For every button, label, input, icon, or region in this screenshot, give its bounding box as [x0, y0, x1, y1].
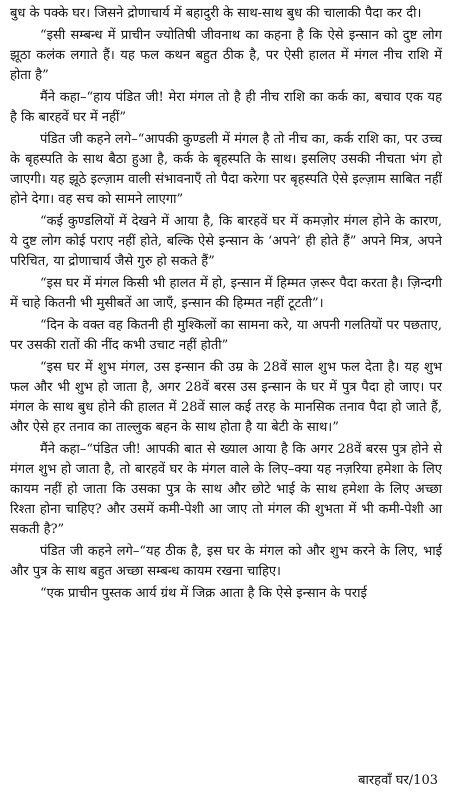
paragraph: “कई कुण्डलियों में देखने में आया है, कि बारहवें घर में कमज़ोर मंगल होने के कारण, ये दुष्ट लोग कोई पराए नहीं होते, बल्कि ऐसे इन्सान के ‘अपने’ ही होते हैं” अपने मित्र, अपने परिचित, या द्रोणाचार्य जैसे गुरु हो सकते हैं”: [10, 214, 442, 269]
paragraph: पंडित जी कहने लगे–“आपकी कुण्डली में मंगल है तो नीच का, कर्क राशि का, पर उच्च के बृहस्पति के साथ बैठा हुआ है, कर्क के बृहस्पति के साथ। इसलिए उसकी नीचता भंग हो जाएगी। यह झूठे इल्ज़ाम वाली संभावनाएँ तो पैदा करेगा पर बृहस्पति ऐसे इल्ज़ाम साबित नहीं होने देगा। वह सच को सामने लाएगा”: [10, 132, 442, 207]
paragraph: “एक प्राचीन पुस्तक आर्य ग्रंथ में जिक्र आता है कि ऐसे इन्सान के पराई: [40, 586, 367, 601]
paragraph: “इस घर में शुभ मंगल, उस इन्सान की उम्र के 28वें साल शुभ फल देता है। यह शुभ फल और भी शुभ हो जाता है, अगर 28वें बरस उस इन्सान के घर में पुत्र पैदा हो जाए। पर मंगल के साथ बुध होने की हालत में 28वें साल कई तरह के मानसिक तनाव पैदा हो जाते हैं, और ऐसे हर तनाव का ताल्लुक बहन के साथ होता है या बेटी के साथ।”: [10, 360, 442, 435]
paragraph: “दिन के वक्त वह कितनी ही मुश्किलों का सामना करे, या अपनी गलतियों पर पछताए, पर उसकी रातों की नींद कभी उचाट नहीं होती”: [10, 318, 442, 353]
page-content: [10, 4, 442, 606]
paragraph: बुध के पक्के घर। जिसने द्रोणाचार्य में बहादुरी के साथ-साथ बुध की चालाकी पैदा कर दी।: [10, 6, 422, 21]
paragraph: “इसी सम्बन्ध में प्राचीन ज्योतिषी जीवनाथ का कहना है कि ऐसे इन्सान को दुष्ट लोग झूठा कलंक लगाते हैं। यह फल कथन बहुत ठीक है, पर ऐसी हालत में मंगल नीच राशि में होता है”: [10, 28, 442, 83]
paragraph: मैंने कहा–“पंडित जी! आपकी बात से ख्याल आया है कि अगर 28वें बरस पुत्र होने से मंगल शुभ हो जाता है, तो बारहवें घर के मंगल वाले के लिए–क्या यह नज़रिया हमेशा के लिए कायम नहीं हो जाता कि उसका पुत्र के साथ और छोटे भाई के साथ हमेशा के लिए अच्छा रिश्ता होना चाहिए? और उसमें कमी-पेशी आ जाए तो मंगल की शुभता में भी कमी-पेशी आ सकती है?”: [10, 442, 442, 537]
page-footer: बारहवाँ घर/103: [358, 773, 438, 788]
paragraph: मैंने कहा–“हाय पंडित जी! मेरा मंगल तो है ही नीच राशि का कर्क का, बचाव एक यह है कि बारहवें घर में नहीं”: [10, 90, 442, 125]
paragraph: पंडित जी कहने लगे–“यह ठीक है, इस घर के मंगल को और शुभ करने के लिए, भाई और पुत्र के साथ बहुत अच्छा सम्बन्ध कायम रखना चाहिए।: [10, 544, 442, 579]
paragraph: “इस घर में मंगल किसी भी हालत में हो, इन्सान में हिम्मत ज़रूर पैदा करता है। ज़िन्दगी में चाहे कितनी भी मुसीबतें आ जाएँ, इन्सान की हिम्मत नहीं टूटती”।: [10, 276, 442, 311]
